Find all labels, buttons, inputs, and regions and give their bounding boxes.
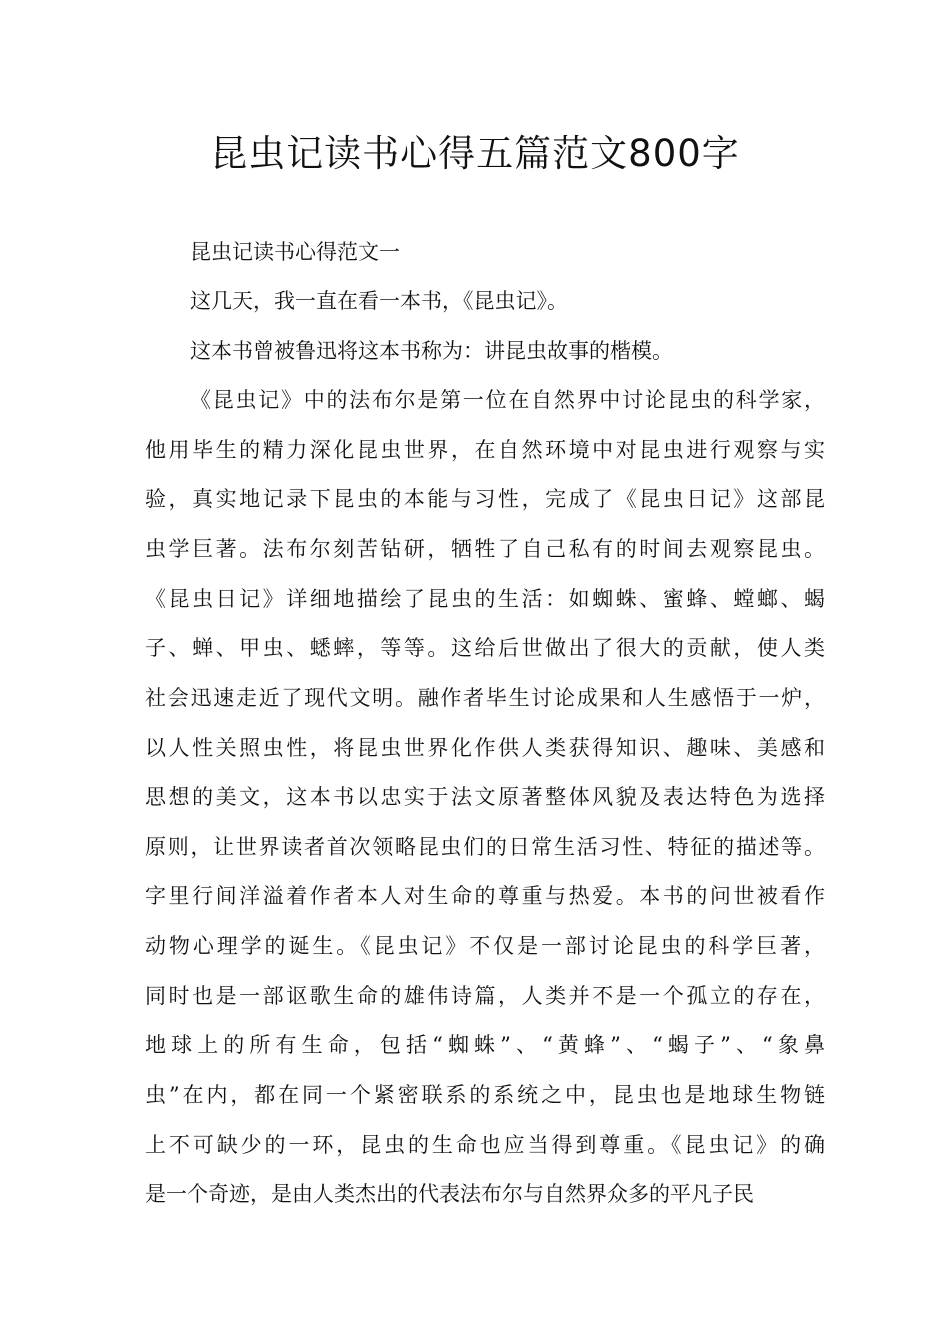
- document-title: 昆虫记读书心得五篇范文800字: [210, 132, 740, 175]
- body-line: 社会迅速走近了现代文明。融作者毕生讨论成果和人生感悟于一炉，: [145, 686, 825, 710]
- body-line: 子、蝉、甲虫、蟋蟀，等等。这给后世做出了很大的贡献，使人类: [145, 636, 825, 660]
- body-line: 上不可缺少的一环，昆虫的生命也应当得到尊重。《昆虫记》的确: [145, 1133, 825, 1157]
- body-line: 地球上的所有生命，包括“蜘蛛”、“黄蜂”、“蝎子”、“象鼻: [145, 1033, 825, 1057]
- body-line: 同时也是一部讴歌生命的雄伟诗篇，人类并不是一个孤立的存在，: [145, 984, 825, 1008]
- paragraph-1: 这几天，我一直在看一本书，《昆虫记》。: [190, 289, 568, 313]
- body-line: 原则，让世界读者首次领略昆虫们的日常生活习性、特征的描述等。: [145, 835, 825, 859]
- body-line: 字里行间洋溢着作者本人对生命的尊重与热爱。本书的问世被看作: [145, 884, 825, 908]
- body-line: 虫学巨著。法布尔刻苦钻研，牺牲了自己私有的时间去观察昆虫。: [145, 537, 825, 561]
- body-line: 《昆虫记》中的法布尔是第一位在自然界中讨论昆虫的科学家，: [190, 388, 825, 412]
- body-line: 动物心理学的诞生。《昆虫记》不仅是一部讨论昆虫的科学巨著，: [145, 934, 825, 958]
- body-line: 思想的美文，这本书以忠实于法文原著整体风貌及表达特色为选择: [145, 785, 825, 809]
- body-line: 是一个奇迹，是由人类杰出的代表法布尔与自然界众多的平凡子民: [145, 1182, 754, 1206]
- body-line: 验，真实地记录下昆虫的本能与习性，完成了《昆虫日记》这部昆: [145, 487, 825, 511]
- body-line: 《昆虫日记》详细地描绘了昆虫的生活：如蜘蛛、蜜蜂、螳螂、蝎: [145, 587, 825, 611]
- paragraph-2: 这本书曾被鲁迅将这本书称为：讲昆虫故事的楷模。: [190, 339, 673, 363]
- section-heading: 昆虫记读书心得范文一: [190, 240, 400, 264]
- body-line: 虫”在内，都在同一个紧密联系的系统之中，昆虫也是地球生物链: [145, 1083, 825, 1107]
- body-line: 他用毕生的精力深化昆虫世界，在自然环境中对昆虫进行观察与实: [145, 438, 825, 462]
- body-line: 以人性关照虫性，将昆虫世界化作供人类获得知识、趣味、美感和: [145, 736, 825, 760]
